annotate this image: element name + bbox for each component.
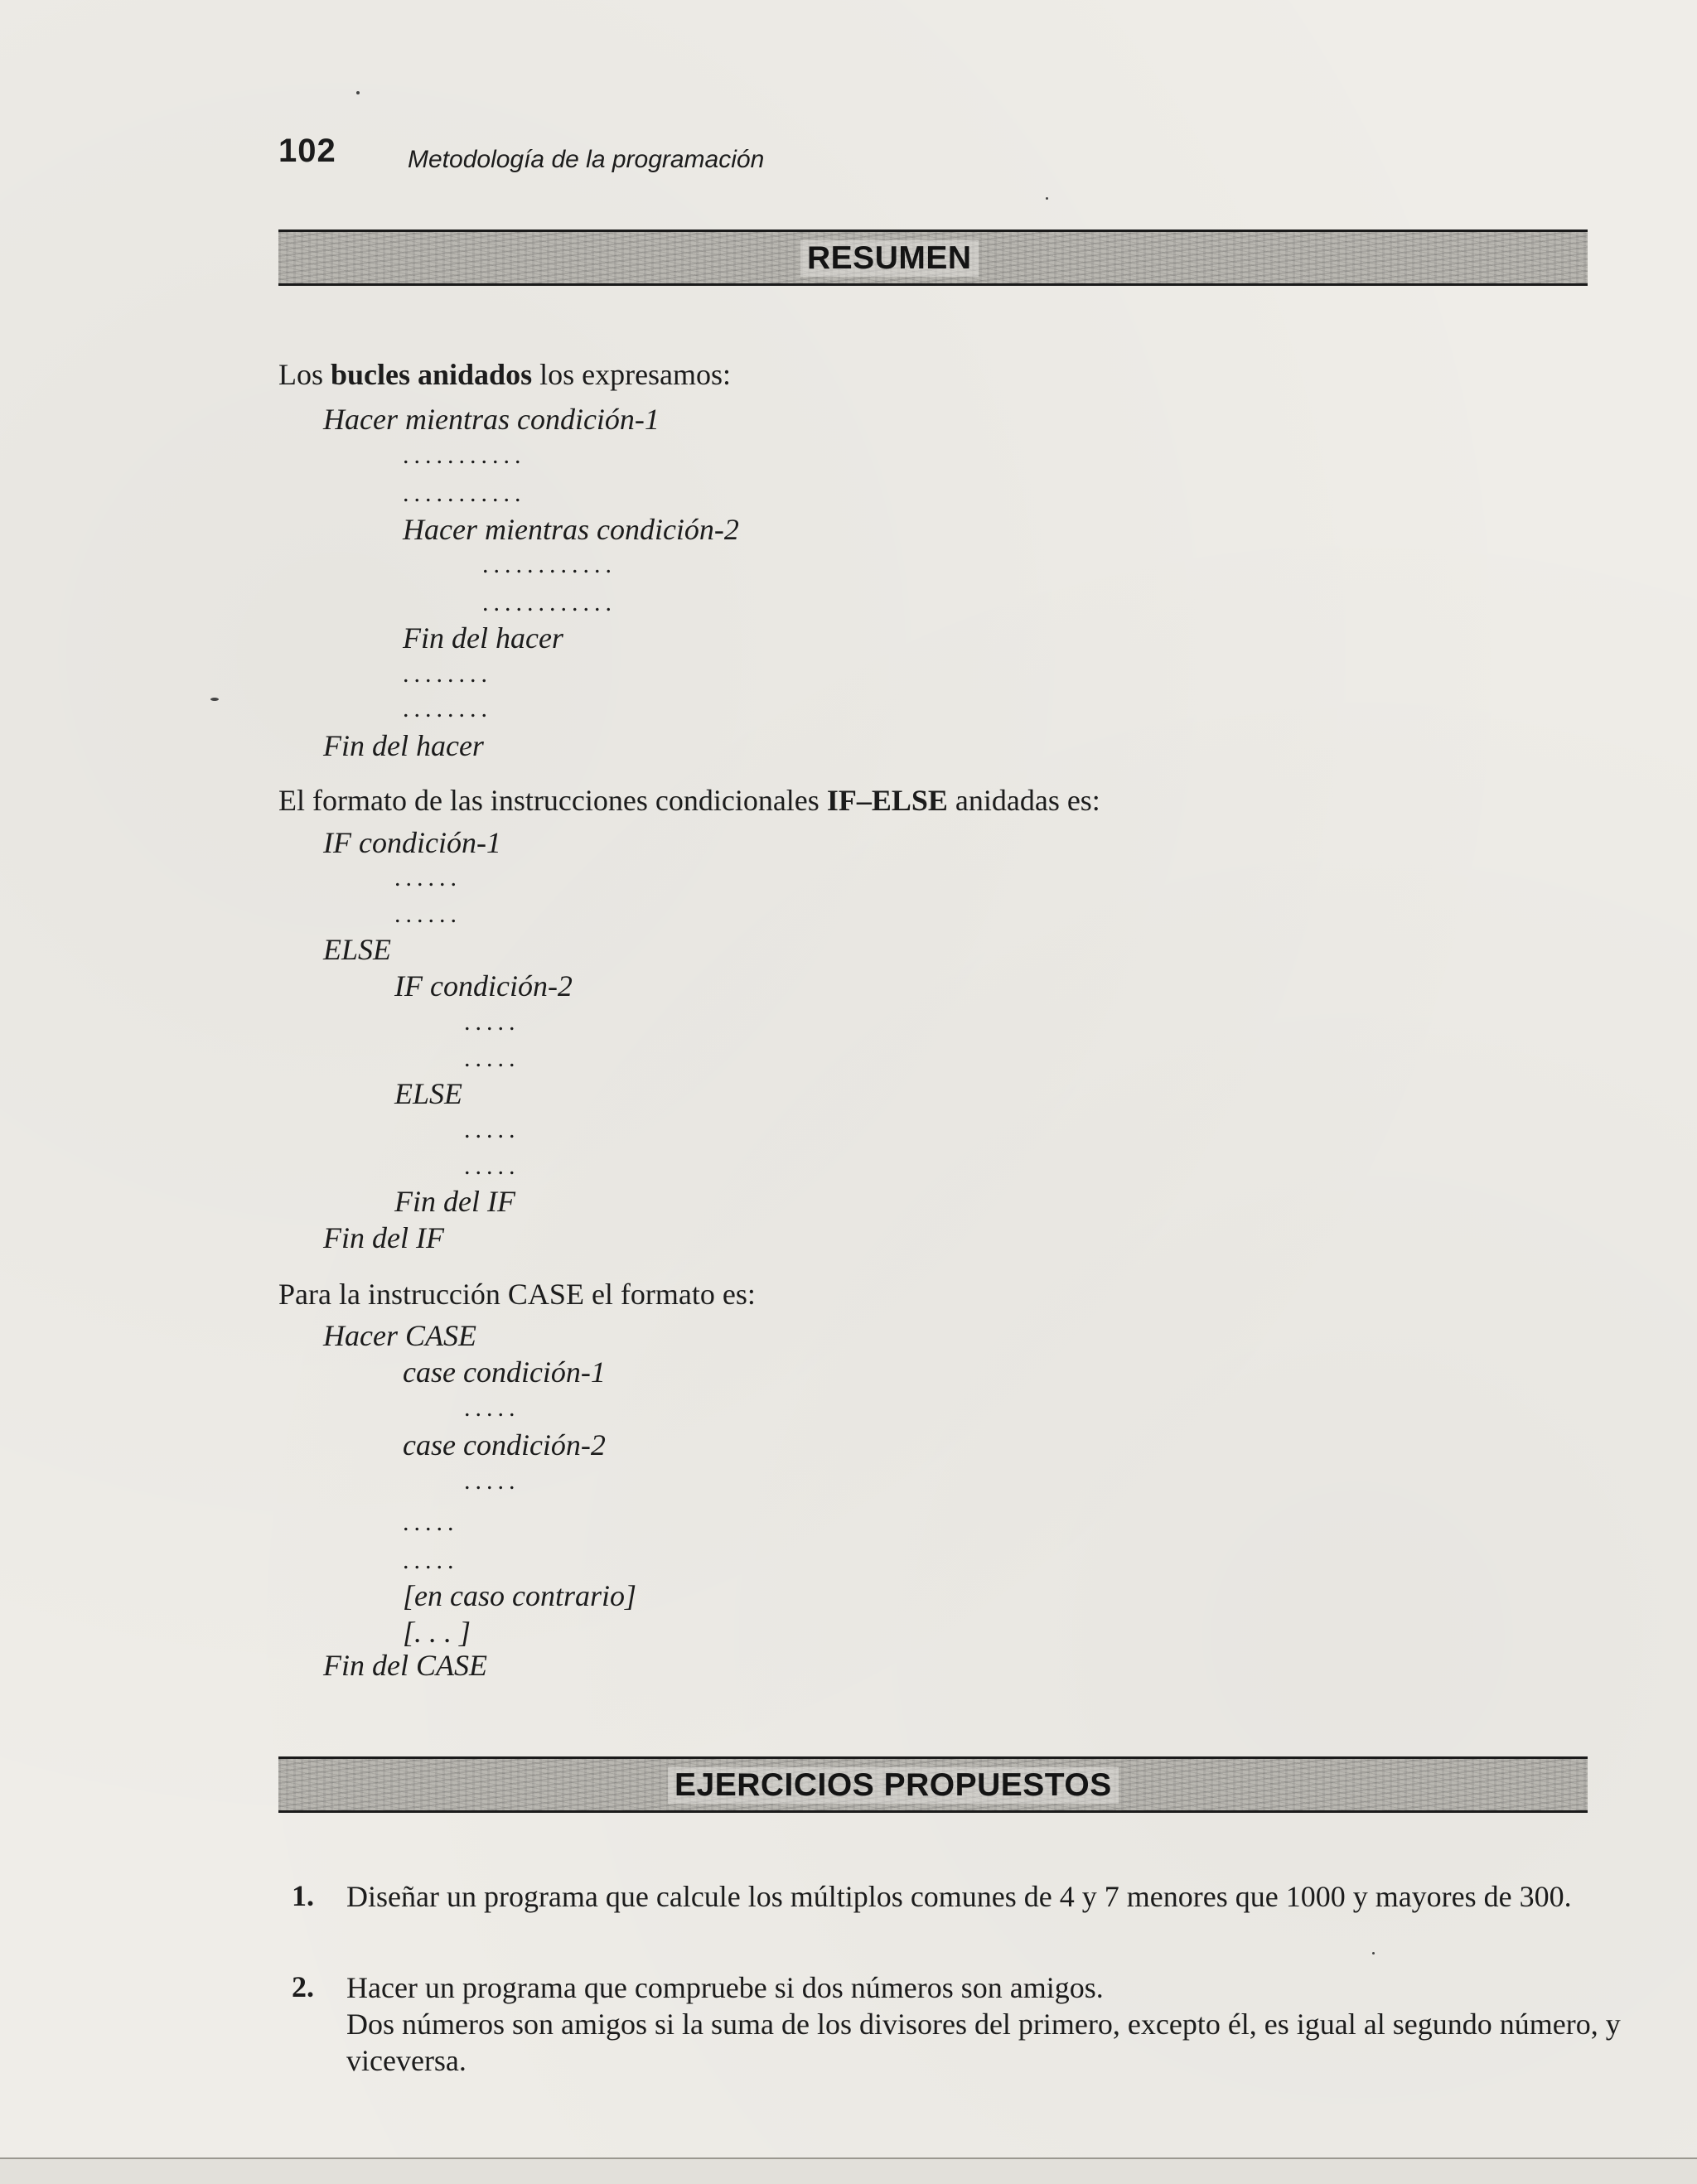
if-dots: .....: [464, 1008, 520, 1036]
running-title: Metodología de la programación: [408, 146, 765, 173]
loop-line-1: Hacer mientras condición-1: [323, 403, 660, 436]
case-dots: .....: [464, 1394, 520, 1422]
loop-line-4: Fin del hacer: [323, 729, 484, 762]
case-line-6: Fin del CASE: [323, 1649, 487, 1682]
case-line-1: Hacer CASE: [323, 1319, 476, 1352]
nested-loops-intro: Los bucles anidados los expresamos:: [278, 358, 732, 391]
case-dots: .....: [403, 1547, 459, 1574]
case-dots: .....: [403, 1509, 459, 1536]
scan-speck: [356, 91, 360, 94]
case-line-3: case condición-2: [403, 1428, 606, 1462]
loop-dots: ........: [403, 660, 492, 688]
case-intro: Para la instrucción CASE el formato es:: [278, 1278, 756, 1311]
page-number: 102: [278, 133, 336, 169]
loop-dots: ........: [403, 695, 492, 722]
loop-dots: ...........: [403, 442, 526, 469]
if-line-4: ELSE: [394, 1077, 463, 1110]
ejercicios-title: EJERCICIOS PROPUESTOS: [668, 1767, 1119, 1804]
if-dots: .....: [464, 1116, 520, 1143]
case-line-4: [en caso contrario]: [403, 1579, 636, 1612]
nested-if-intro: El formato de las instrucciones condicionales IF–ELSE anidadas es:: [278, 784, 1100, 817]
case-term: CASE: [507, 1278, 584, 1311]
if-line-5: Fin del IF: [394, 1185, 515, 1218]
scan-speck: [210, 698, 219, 701]
scan-speck: [1372, 1952, 1375, 1954]
exercise-number: 2.: [292, 1970, 314, 2003]
if-line-6: Fin del IF: [323, 1221, 444, 1254]
ejercicios-banner: [278, 1756, 1588, 1813]
exercise-text: Hacer un programa que compruebe si dos números son amigos.: [346, 1971, 1104, 2004]
loop-dots: ............: [482, 551, 616, 578]
exercise-number: 1.: [292, 1879, 314, 1912]
loop-line-3: Fin del hacer: [403, 621, 563, 655]
if-line-3: IF condición-2: [394, 969, 573, 1003]
resumen-title: RESUMEN: [800, 240, 979, 277]
scan-speck: [1046, 197, 1048, 200]
page-bottom-edge: [0, 2157, 1697, 2184]
if-dots: ......: [394, 901, 462, 928]
if-dots: .....: [464, 1152, 520, 1180]
if-dots: ......: [394, 864, 462, 891]
case-dots: .....: [464, 1467, 520, 1495]
if-line-2: ELSE: [323, 933, 392, 966]
loop-dots: ............: [482, 589, 616, 616]
resumen-banner: [278, 230, 1588, 286]
exercise-text: Diseñar un programa que calcule los múltiplos comunes de 4 y 7 menores que 1000 y mayores de 300.: [346, 1880, 1572, 1913]
loop-line-2: Hacer mientras condición-2: [403, 513, 739, 546]
if-dots: .....: [464, 1045, 520, 1072]
loop-dots: ...........: [403, 480, 526, 507]
case-line-2: case condición-1: [403, 1355, 606, 1389]
nested-loops-term: bucles anidados: [331, 358, 533, 391]
exercise-text-continued: Dos números son amigos si la suma de los divisores del primero, excepto él, es igual al segundo número, y viceversa.: [346, 2008, 1621, 2077]
case-line-5: [. . . ]: [403, 1616, 471, 1649]
if-else-term: IF–ELSE: [826, 784, 948, 817]
if-line-1: IF condición-1: [323, 826, 501, 859]
